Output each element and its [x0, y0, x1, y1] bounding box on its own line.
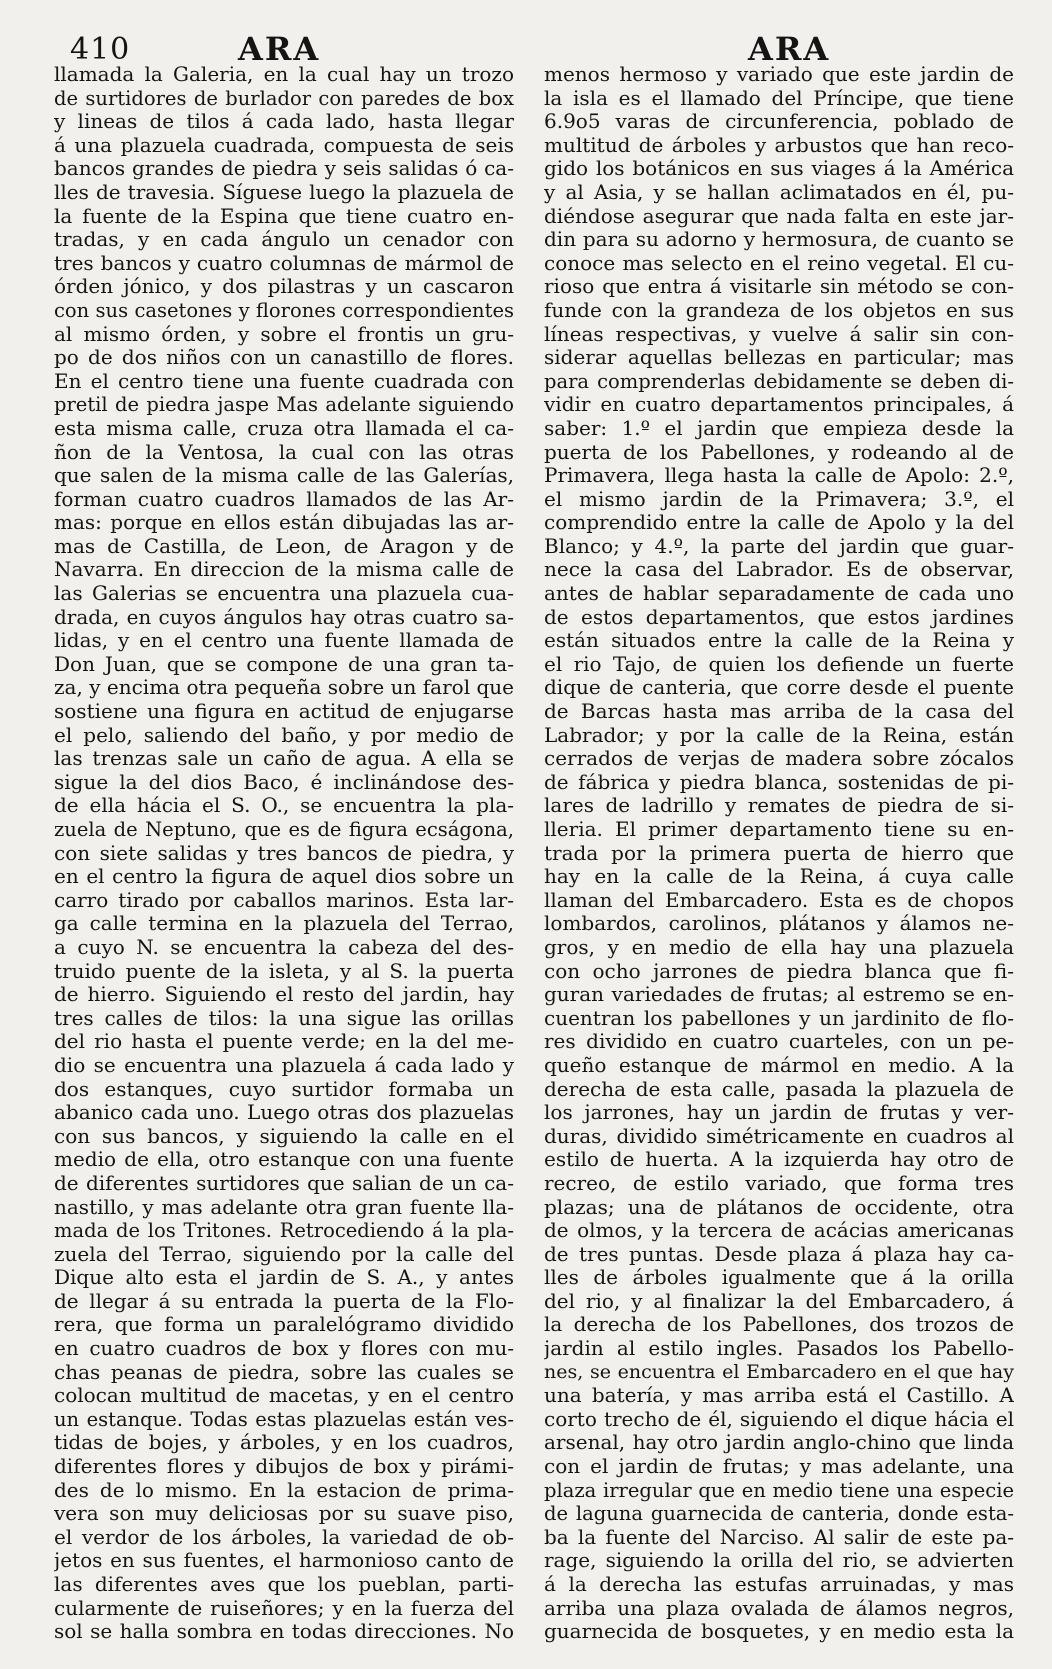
- running-head-right: ARA: [748, 30, 831, 68]
- text-line: sol se halla sombra en todas direcciones. No: [54, 1620, 514, 1644]
- text-line: llaman del Embarcadero. Esta es de chopos: [544, 888, 1014, 912]
- text-line: Primavera, llega hasta la calle de Apolo: 2.º,: [544, 464, 1014, 488]
- text-line: las diferentes aves que los pueblan, parti-: [54, 1573, 514, 1596]
- text-line: un estanque. Todas estas plazuelas están ves-: [54, 1407, 514, 1431]
- text-line: mas de Castilla, de Leon, de Aragon y de: [54, 534, 514, 558]
- text-line: tidas de bojes, y árboles, y en los cuadros,: [54, 1431, 514, 1455]
- text-line: del rio hasta el puente verde; en la del me-: [54, 1030, 514, 1054]
- text-line: lleria. El primer departamento tiene su en-: [544, 818, 1014, 841]
- text-line: las trenzas sale un caño de agua. A ella se: [54, 747, 514, 771]
- text-line: trada por la primera puerta de hierro que: [544, 841, 1014, 865]
- text-line: diéndose asegurar que nada falta en este jar-: [544, 204, 1014, 228]
- text-line: ñon de la Ventosa, la cual con las otras: [54, 440, 514, 464]
- text-line: bancos grandes de piedra y seis salidas ó ca-: [54, 157, 514, 181]
- text-line: ga calle termina en la plazuela del Terrao,: [54, 912, 514, 936]
- text-line: órden jónico, y dos pilastras y un cascaron: [54, 275, 514, 299]
- text-line: de surtidores de burlador con paredes de box: [54, 86, 514, 110]
- text-line: corto trecho de él, siguiendo el dique hácia el: [544, 1407, 1014, 1431]
- text-line: con ocho jarrones de piedra blanca que fi-: [544, 959, 1014, 983]
- text-line: 6.9o5 varas de circunferencia, poblado de: [544, 110, 1014, 134]
- text-line: con sus casetones y florones correspondientes: [54, 298, 514, 322]
- text-line: pretil de piedra jaspe Mas adelante siguiendo: [54, 393, 514, 417]
- text-line: nastillo, y mas adelante otra gran fuente lla-: [54, 1195, 514, 1219]
- text-line: jetos en sus fuentes, el harmonioso canto de: [54, 1549, 514, 1573]
- text-line: mas: porque en ellos están dibujadas las ar-: [54, 511, 514, 535]
- text-line: menos hermoso y variado que este jardin de: [544, 63, 1014, 86]
- text-line: el mismo jardin de la Primavera; 3.º, el: [544, 487, 1014, 511]
- text-line: nes, se encuentra el Embarcadero en el que hay: [544, 1360, 1014, 1383]
- text-line: llamada la Galeria, en la cual hay un trozo: [54, 63, 514, 86]
- text-line: En el centro tiene una fuente cuadrada con: [54, 369, 514, 393]
- text-line: antes de hablar separadamente de cada uno: [544, 582, 1014, 606]
- text-line: con sus bancos, y siguiendo la calle en el: [54, 1124, 514, 1148]
- text-line: de ella hácia el S. O., se encuentra la pla-: [54, 794, 514, 818]
- text-line: drada, en cuyos ángulos hay otras cuatro sa-: [54, 605, 514, 629]
- text-line: des de lo mismo. En la estacion de prima-: [54, 1478, 514, 1502]
- text-line: cuentran los pabellones y un jardinito de flo-: [544, 1006, 1014, 1030]
- text-line: diferentes flores y dibujos de box y pirámi-: [54, 1455, 514, 1479]
- text-line: y lineas de tilos á cada lado, hasta llegar: [54, 110, 514, 134]
- text-line: Navarra. En direccion de la misma calle de: [54, 558, 514, 582]
- text-line: din para su adorno y hermosura, de cuanto se: [544, 228, 1014, 252]
- text-line: medio de ella, otro estanque con una fuente: [54, 1148, 514, 1172]
- text-line: las Galerias se encuentra una plazuela cua-: [54, 582, 514, 606]
- text-line: plazas; una de plátanos de occidente, otra: [544, 1195, 1014, 1219]
- text-line: los jarrones, hay un jardin de frutas y ver-: [544, 1101, 1014, 1125]
- text-line: gido los botánicos en sus viages á la América: [544, 157, 1014, 181]
- text-line: estilo de huerta. A la izquierda hay otro de: [544, 1148, 1014, 1172]
- right-text-column: [544, 63, 1014, 1644]
- text-line: una batería, y mas arriba está el Castillo. A: [544, 1384, 1014, 1408]
- text-line: dio se encuentra una plazuela á cada lado y: [54, 1053, 514, 1077]
- text-line: la derecha de los Pabellones, dos trozos de: [544, 1313, 1014, 1337]
- left-text-column: [54, 63, 514, 1644]
- text-line: derecha de esta calle, pasada la plazuela de: [544, 1077, 1014, 1101]
- text-line: colocan multitud de macetas, y en el centro: [54, 1384, 514, 1408]
- text-line: el verdor de los árboles, la variedad de ob-: [54, 1525, 514, 1549]
- text-line: vidir en cuatro departamentos principales, á: [544, 393, 1014, 417]
- text-line: puerta de los Pabellones, y rodeando al de: [544, 440, 1014, 464]
- text-line: hay en la calle de la Reina, á cuya calle: [544, 865, 1014, 889]
- text-line: sostiene una figura en actitud de enjugarse: [54, 700, 514, 724]
- text-line: de laguna guarnecida de canteria, donde esta-: [544, 1502, 1014, 1526]
- text-line: á una plazuela cuadrada, compuesta de seis: [54, 133, 514, 157]
- text-line: la isla es el llamado del Príncipe, que tiene: [544, 86, 1014, 110]
- text-line: de olmos, y la tercera de acácias americanas: [544, 1219, 1014, 1243]
- text-line: lles de travesia. Síguese luego la plazuela de: [54, 180, 514, 204]
- text-line: para comprenderlas debidamente se deben di-: [544, 369, 1014, 393]
- text-line: chas peanas de piedra, sobre las cuales se: [54, 1360, 514, 1384]
- text-line: rage, siguiendo la orilla del rio, se advierten: [544, 1549, 1014, 1573]
- text-line: sigue la del dios Baco, é inclinándose des-: [54, 770, 514, 794]
- text-line: res dividido en cuatro cuarteles, con un pe-: [544, 1030, 1014, 1054]
- text-line: tradas, y en cada ángulo un cenador con: [54, 228, 514, 252]
- text-line: guarnecida de bosquetes, y en medio esta la: [544, 1620, 1014, 1644]
- text-line: multitud de árboles y arbustos que han reco-: [544, 133, 1014, 157]
- text-line: con siete salidas y tres bancos de piedra, y: [54, 841, 514, 865]
- text-line: esta misma calle, cruza otra llamada el ca-: [54, 416, 514, 440]
- text-line: tres calles de tilos: la una sigue las orillas: [54, 1006, 514, 1030]
- text-line: en el centro la figura de aquel dios sobre un: [54, 865, 514, 889]
- text-line: funde con la grandeza de los objetos en sus: [544, 298, 1014, 322]
- text-line: están situados entre la calle de la Reina y: [544, 629, 1014, 653]
- text-line: mada de los Tritones. Retrocediendo á la pla-: [54, 1219, 514, 1243]
- text-line: vera son muy deliciosas por su suave piso,: [54, 1502, 514, 1526]
- text-line: jardin al estilo ingles. Pasados los Pabello-: [544, 1337, 1014, 1361]
- text-line: arriba una plaza ovalada de álamos negros,: [544, 1596, 1014, 1620]
- text-line: que salen de la misma calle de las Galerías,: [54, 464, 514, 488]
- text-line: Blanco; y 4.º, la parte del jardin que guar-: [544, 534, 1014, 558]
- text-line: lidas, y en el centro una fuente llamada de: [54, 629, 514, 653]
- text-line: recreo, de estilo variado, que forma tres: [544, 1171, 1014, 1195]
- text-line: saber: 1.º el jardin que empieza desde la: [544, 416, 1014, 440]
- text-line: Labrador; y por la calle de la Reina, están: [544, 723, 1014, 747]
- text-line: tres bancos y cuatro columnas de mármol de: [54, 251, 514, 275]
- text-line: siderar aquellas bellezas en particular; mas: [544, 346, 1014, 370]
- text-line: lombardos, carolinos, plátanos y álamos ne-: [544, 912, 1014, 936]
- text-line: za, y encima otra pequeña sobre un farol que: [54, 676, 514, 700]
- text-line: de hierro. Siguiendo el resto del jardin, hay: [54, 983, 514, 1007]
- text-line: duras, dividido simétricamente en cuadros al: [544, 1124, 1014, 1148]
- text-line: en cuatro cuadros de box y flores con mu-: [54, 1337, 514, 1361]
- text-line: a cuyo N. se encuentra la cabeza del des-: [54, 935, 514, 959]
- text-line: al mismo órden, y sobre el frontis un gru-: [54, 322, 514, 346]
- text-line: plaza irregular que en medio tiene una especie: [544, 1478, 1014, 1502]
- text-line: zuela del Terrao, siguiendo por la calle del: [54, 1242, 514, 1266]
- text-line: de fábrica y piedra blanca, sostenidas de pi-: [544, 770, 1014, 794]
- text-line: conoce mas selecto en el reino vegetal. El cu-: [544, 251, 1014, 275]
- text-line: lles de árboles igualmente que á la orilla: [544, 1266, 1014, 1290]
- text-line: gros, y en medio de ella hay una plazuela: [544, 935, 1014, 959]
- text-line: zuela de Neptuno, que es de figura ecságona,: [54, 818, 514, 841]
- page-number: 410: [70, 32, 131, 67]
- text-line: lares de ladrillo y remates de piedra de si-: [544, 794, 1014, 818]
- text-line: á la derecha las estufas arruinadas, y mas: [544, 1573, 1014, 1596]
- text-line: Dique alto esta el jardin de S. A., y antes: [54, 1266, 514, 1290]
- text-line: de estos departamentos, que estos jardines: [544, 605, 1014, 629]
- text-line: carro tirado por caballos marinos. Esta lar-: [54, 888, 514, 912]
- running-head-left: ARA: [238, 30, 321, 68]
- text-line: del rio, y al finalizar la del Embarcadero, á: [544, 1289, 1014, 1313]
- text-line: abanico cada uno. Luego otras dos plazuelas: [54, 1101, 514, 1125]
- text-line: de tres puntas. Desde plaza á plaza hay ca-: [544, 1242, 1014, 1266]
- text-line: con el jardin de frutas; y mas adelante, una: [544, 1455, 1014, 1479]
- text-line: el pelo, saliendo del baño, y por medio de: [54, 723, 514, 747]
- text-line: de llegar á su entrada la puerta de la Flo-: [54, 1289, 514, 1313]
- text-line: truido puente de la isleta, y al S. la puerta: [54, 959, 514, 983]
- text-line: arsenal, hay otro jardin anglo-chino que linda: [544, 1431, 1014, 1455]
- text-line: guran variedades de frutas; al estremo se en-: [544, 983, 1014, 1007]
- text-line: comprendido entre la calle de Apolo y la del: [544, 511, 1014, 535]
- text-line: cerrados de verjas de madera sobre zócalos: [544, 747, 1014, 771]
- text-line: po de dos niños con un canastillo de flores.: [54, 346, 514, 370]
- text-line: Don Juan, que se compone de una gran ta-: [54, 652, 514, 676]
- text-line: dos estanques, cuyo surtidor formaba un: [54, 1077, 514, 1101]
- text-line: líneas respectivas, y vuelve á salir sin con-: [544, 322, 1014, 346]
- text-line: rera, que forma un paralelógramo dividido: [54, 1313, 514, 1337]
- text-line: de diferentes surtidores que salian de un ca-: [54, 1171, 514, 1195]
- text-line: la fuente de la Espina que tiene cuatro en-: [54, 204, 514, 228]
- text-line: cularmente de ruiseñores; y en la fuerza del: [54, 1596, 514, 1620]
- text-line: rioso que entra á visitarle sin método se con-: [544, 275, 1014, 299]
- text-line: dique de canteria, que corre desde el puente: [544, 676, 1014, 700]
- text-line: el rio Tajo, de quien los defiende un fuerte: [544, 652, 1014, 676]
- text-line: nece la casa del Labrador. Es de observar,: [544, 558, 1014, 582]
- text-line: ba la fuente del Narciso. Al salir de este pa-: [544, 1525, 1014, 1549]
- text-line: queño estanque de mármol en medio. A la: [544, 1053, 1014, 1077]
- text-line: y al Asia, y se hallan aclimatados en él, pu-: [544, 180, 1014, 204]
- text-line: forman cuatro cuadros llamados de las Ar-: [54, 487, 514, 511]
- text-line: de Barcas hasta mas arriba de la casa del: [544, 700, 1014, 724]
